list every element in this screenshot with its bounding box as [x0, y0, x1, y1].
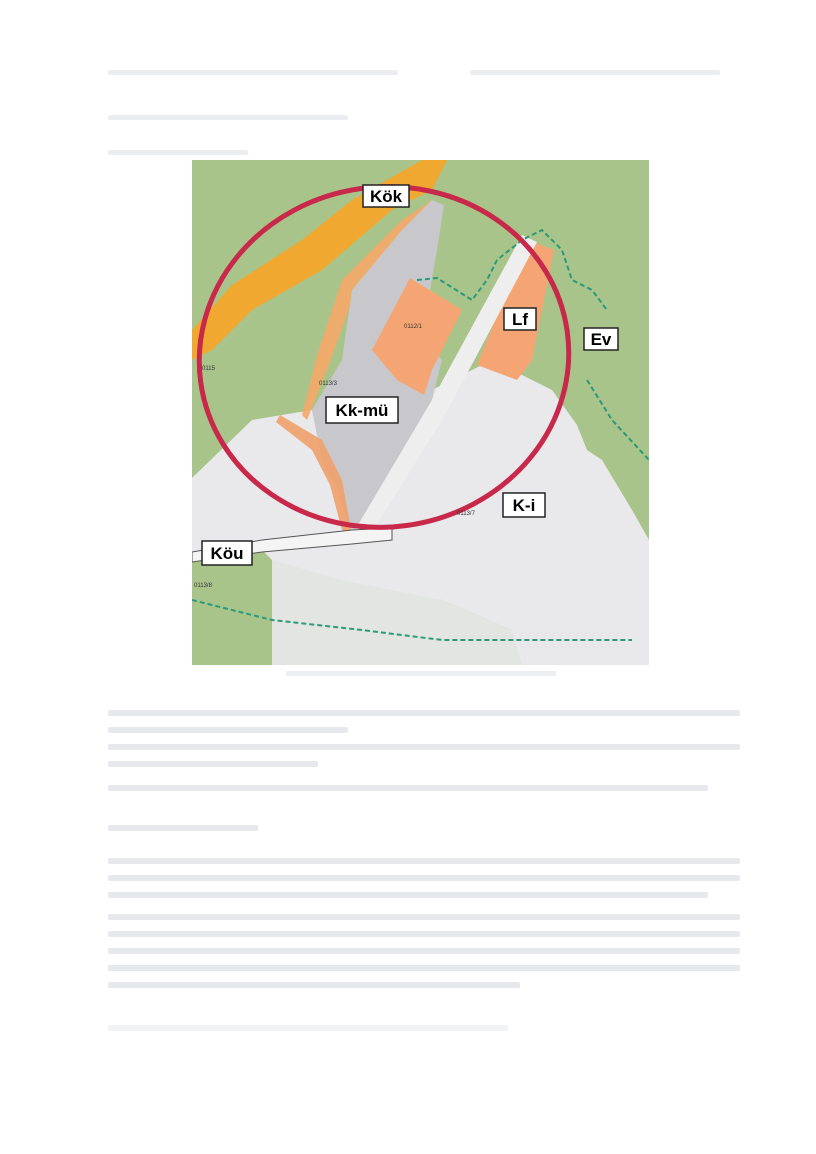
svg-text:Ev: Ev [590, 330, 612, 349]
map-caption [286, 671, 556, 676]
header-line [108, 70, 398, 75]
section-heading-line [108, 825, 258, 831]
footer-line [108, 1025, 508, 1031]
parcel-label-0113-7: 0113/7 [457, 511, 475, 517]
svg-text:Köu: Köu [210, 544, 244, 563]
subheading-line [108, 115, 348, 120]
paragraph-line [108, 785, 708, 791]
paragraph-line [108, 744, 740, 750]
paragraph-line [108, 710, 740, 716]
paragraph-line [108, 982, 520, 988]
paragraph-line [108, 858, 740, 864]
svg-text:Kk-mü: Kk-mü [335, 401, 389, 420]
svg-text:Lf: Lf [511, 310, 529, 329]
zone-label-kok [363, 185, 409, 207]
paragraph-line [108, 727, 348, 733]
zone-label-kou [202, 541, 252, 565]
paragraph-line [108, 948, 740, 954]
zone-label-ev [584, 328, 618, 350]
parcel-label-0112-1: 0112/1 [404, 324, 422, 330]
paragraph-line [108, 761, 318, 767]
paragraph-line [108, 892, 708, 898]
zoning-map [192, 160, 649, 665]
subheading-line [108, 150, 248, 155]
parcel-label-0113-8: 0113/8 [194, 583, 212, 589]
header-line-right [470, 70, 720, 75]
svg-text:K-i: K-i [512, 496, 536, 515]
zone-label-lf [504, 308, 536, 330]
svg-text:Kök: Kök [369, 187, 403, 206]
zoning-map-svg [192, 160, 649, 665]
paragraph-line [108, 875, 740, 881]
paragraph-line [108, 965, 740, 971]
zone-label-k-i [503, 493, 545, 517]
paragraph-line [108, 931, 740, 937]
paragraph-line [108, 914, 740, 920]
zone-label-kk-mu [326, 397, 398, 423]
parcel-label-0113-3: 0113/3 [319, 381, 337, 387]
parcel-label-0115: 0115 [202, 366, 215, 372]
